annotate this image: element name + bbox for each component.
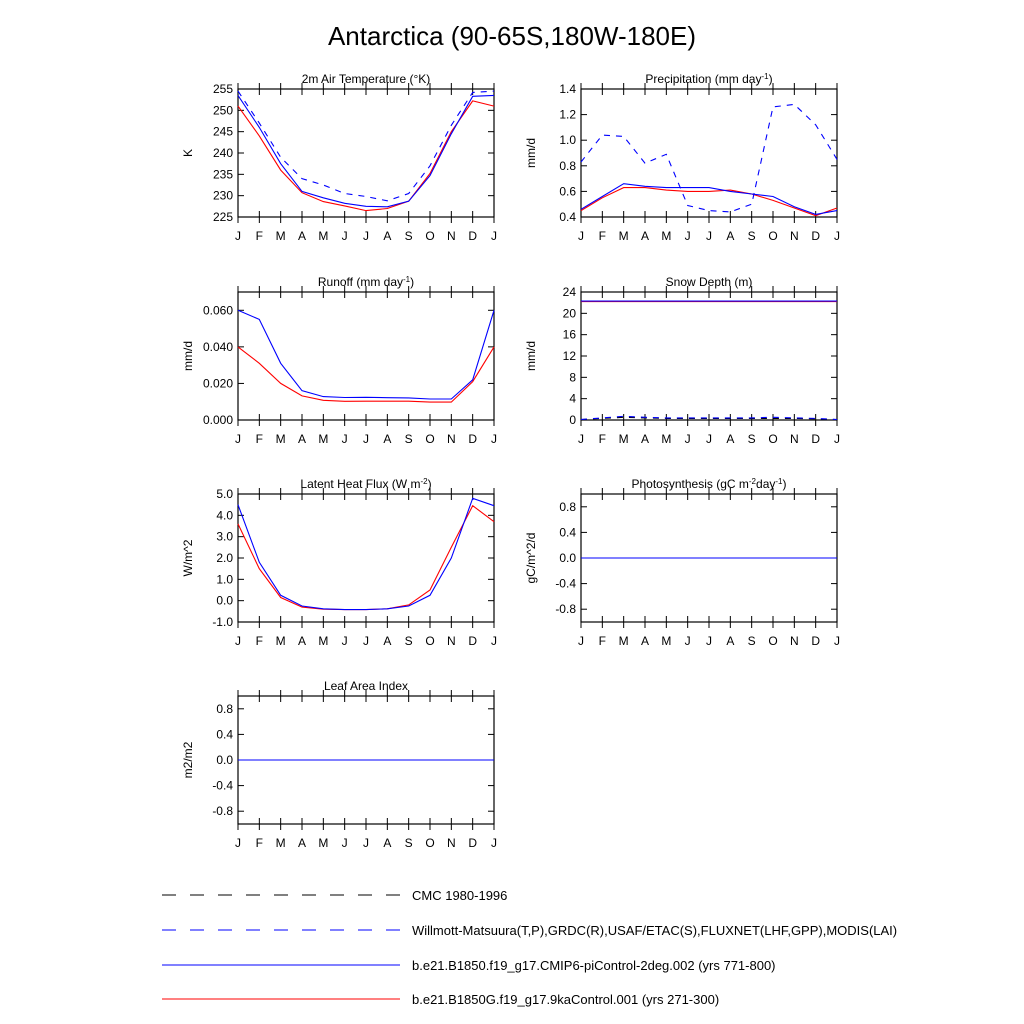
panel-7 <box>181 679 497 850</box>
series-line-blue-dash <box>238 91 494 201</box>
y-tick-label: -1.0 <box>212 615 233 629</box>
y-axis-label: W/m^2 <box>181 539 195 577</box>
x-tick-label: O <box>425 836 435 850</box>
x-tick-label: N <box>446 634 456 648</box>
x-tick-label: M <box>618 432 629 446</box>
x-tick-label: S <box>404 229 413 243</box>
x-tick-label: J <box>684 432 691 446</box>
x-tick-label: J <box>491 634 497 648</box>
y-tick-label: 0.000 <box>202 413 233 427</box>
y-tick-label: 0.6 <box>559 184 576 199</box>
x-tick-label: J <box>491 229 497 243</box>
y-tick-label: -0.4 <box>212 778 233 793</box>
x-tick-label: D <box>811 634 821 648</box>
x-tick-label: F <box>255 634 264 648</box>
x-tick-label: J <box>363 229 369 243</box>
panel-3 <box>181 275 497 447</box>
panels <box>181 72 840 851</box>
x-tick-label: A <box>297 634 307 648</box>
y-tick-label: 3.0 <box>216 529 233 544</box>
y-tick-label: 2.0 <box>216 551 233 565</box>
y-axis-label: mm/d <box>524 341 538 371</box>
x-tick-label: J <box>491 432 497 446</box>
x-tick-label: J <box>578 229 584 243</box>
y-tick-label: 0.4 <box>559 525 576 540</box>
x-tick-label: J <box>341 634 348 648</box>
panel-title: Snow Depth (m) <box>665 275 753 289</box>
legend-item <box>162 958 776 973</box>
x-tick-label: S <box>747 229 756 243</box>
x-tick-label: J <box>684 229 691 243</box>
x-tick-label: A <box>297 432 307 446</box>
y-axis-label: K <box>181 148 195 158</box>
x-tick-label: M <box>318 432 329 446</box>
x-tick-label: O <box>425 229 435 243</box>
x-tick-label: D <box>468 229 478 243</box>
x-tick-label: M <box>661 229 672 243</box>
x-tick-label: J <box>363 634 369 648</box>
y-tick-label: 1.4 <box>559 82 576 96</box>
x-tick-label: A <box>640 432 650 446</box>
x-tick-label: O <box>768 229 778 243</box>
y-tick-label: 0.8 <box>559 158 576 173</box>
x-tick-label: J <box>341 432 348 446</box>
y-tick-label: 1.2 <box>559 107 576 122</box>
x-tick-label: J <box>706 432 712 446</box>
x-tick-label: J <box>834 432 840 446</box>
y-tick-label: 5.0 <box>216 487 233 501</box>
x-tick-label: S <box>404 432 413 446</box>
plot-frame <box>238 494 494 622</box>
panel-title: Photosynthesis (gC $m^{-2}day^{-1}$) <box>631 476 787 491</box>
x-tick-label: J <box>341 836 348 850</box>
x-tick-label: J <box>706 229 712 243</box>
y-tick-label: 250 <box>212 103 233 118</box>
x-tick-label: J <box>341 229 348 243</box>
panel-title: Runoff (mm day$^{-1}$) <box>317 274 415 289</box>
panel-6 <box>524 477 840 649</box>
x-tick-label: J <box>235 836 241 850</box>
x-tick-label: A <box>726 432 735 446</box>
x-tick-label: A <box>383 432 392 446</box>
x-tick-label: J <box>834 634 840 648</box>
x-tick-label: M <box>618 634 629 648</box>
y-tick-label: 1.0 <box>216 572 233 587</box>
panel-4 <box>524 275 840 446</box>
panel-title: 2m Air Temperature (°K) <box>301 72 431 86</box>
y-tick-label: 225 <box>212 210 233 224</box>
x-tick-label: J <box>578 432 584 446</box>
y-tick-label: -0.8 <box>555 602 576 617</box>
x-tick-label: J <box>235 634 241 648</box>
x-tick-label: D <box>468 836 478 850</box>
series-line-blue <box>238 310 494 399</box>
y-axis-label: m2/m2 <box>181 741 195 779</box>
y-tick-label: 245 <box>212 124 233 139</box>
y-tick-label: 8 <box>569 370 576 385</box>
x-tick-label: O <box>768 634 778 648</box>
x-tick-label: A <box>297 836 307 850</box>
x-tick-label: N <box>446 836 456 850</box>
panel-title: Leaf Area Index <box>323 679 409 693</box>
x-tick-label: O <box>425 432 435 446</box>
y-tick-label: 0.0 <box>559 551 576 565</box>
y-tick-label: 0.8 <box>559 499 576 514</box>
x-tick-label: M <box>318 836 329 850</box>
x-tick-label: M <box>661 432 672 446</box>
y-tick-label: 4.0 <box>216 508 233 523</box>
panel-title: Latent Heat Flux (W $m^{-2}$) <box>300 476 432 491</box>
x-tick-label: D <box>811 229 821 243</box>
y-axis-label: mm/d <box>524 138 538 168</box>
panel-title: Precipitation (mm day$^{-1}$) <box>645 71 773 86</box>
x-tick-label: A <box>726 229 735 243</box>
y-tick-label: 0 <box>569 413 576 427</box>
figure-title: Antarctica (90-65S,180W-180E) <box>327 21 697 51</box>
x-tick-label: J <box>363 432 369 446</box>
x-tick-label: A <box>383 229 392 243</box>
legend-item <box>162 992 719 1007</box>
x-tick-label: M <box>275 432 286 446</box>
x-tick-label: N <box>789 634 799 648</box>
x-tick-label: J <box>834 229 840 243</box>
x-tick-label: J <box>235 229 241 243</box>
x-tick-label: N <box>789 432 799 446</box>
x-tick-label: S <box>747 432 756 446</box>
y-tick-label: 16 <box>562 327 576 342</box>
x-tick-label: F <box>598 432 607 446</box>
y-tick-label: -0.8 <box>212 804 233 819</box>
legend <box>162 888 897 1007</box>
series-line-blue-dash <box>581 104 837 211</box>
x-tick-label: D <box>468 432 478 446</box>
y-tick-label: 12 <box>562 349 576 363</box>
x-tick-label: J <box>363 836 369 850</box>
panel-1 <box>181 72 497 243</box>
x-tick-label: S <box>404 836 413 850</box>
x-tick-label: N <box>789 229 799 243</box>
legend-label: Willmott-Matsuura(T,P),GRDC(R),USAF/ETAC(S),FLUXNET(LHF,GPP),MODIS(LAI) <box>412 923 898 938</box>
x-tick-label: A <box>640 634 650 648</box>
x-tick-label: O <box>425 634 435 648</box>
y-tick-label: 230 <box>212 188 233 203</box>
y-tick-label: 0.4 <box>559 210 576 224</box>
y-tick-label: 24 <box>562 285 576 299</box>
legend-item <box>162 888 507 903</box>
panel-2 <box>524 72 840 244</box>
series-line-blue <box>238 498 494 609</box>
y-tick-label: 0.060 <box>202 303 233 318</box>
x-tick-label: F <box>598 634 607 648</box>
x-tick-label: M <box>275 634 286 648</box>
x-tick-label: D <box>468 634 478 648</box>
x-tick-label: M <box>275 836 286 850</box>
x-tick-label: M <box>275 229 286 243</box>
x-tick-label: O <box>768 432 778 446</box>
plot-frame <box>238 89 494 217</box>
series-line-red <box>238 506 494 610</box>
y-tick-label: 0.0 <box>216 593 233 608</box>
x-tick-label: F <box>255 836 264 850</box>
x-tick-label: A <box>297 229 307 243</box>
x-tick-label: N <box>446 432 456 446</box>
x-tick-label: S <box>404 634 413 648</box>
y-tick-label: 255 <box>212 82 233 96</box>
y-tick-label: 240 <box>212 146 233 160</box>
y-tick-label: 0.040 <box>202 339 233 354</box>
x-tick-label: J <box>684 634 691 648</box>
x-tick-label: A <box>726 634 735 648</box>
y-axis-label: mm/d <box>181 341 195 371</box>
y-tick-label: -0.4 <box>555 576 576 591</box>
x-tick-label: J <box>706 634 712 648</box>
x-tick-label: F <box>255 229 264 243</box>
x-tick-label: M <box>318 229 329 243</box>
x-tick-label: A <box>383 836 392 850</box>
y-tick-label: 0.4 <box>216 727 233 742</box>
panel-5 <box>181 477 497 649</box>
y-tick-label: 235 <box>212 167 233 182</box>
legend-label: b.e21.B1850.f19_g17.CMIP6-piControl-2deg.002 (yrs 771-800) <box>412 958 776 973</box>
x-tick-label: M <box>618 229 629 243</box>
x-tick-label: J <box>491 836 497 850</box>
series-line-blue <box>238 95 494 206</box>
x-tick-label: A <box>383 634 392 648</box>
y-tick-label: 0.8 <box>216 701 233 716</box>
legend-label: b.e21.B1850G.f19_g17.9kaControl.001 (yrs 271-300) <box>412 992 720 1007</box>
x-tick-label: S <box>747 634 756 648</box>
x-tick-label: F <box>255 432 264 446</box>
y-tick-label: 0.020 <box>202 376 233 391</box>
plot-frame <box>581 292 837 420</box>
x-tick-label: J <box>578 634 584 648</box>
x-tick-label: M <box>318 634 329 648</box>
y-tick-label: 4 <box>569 391 576 406</box>
x-tick-label: J <box>235 432 241 446</box>
legend-item <box>162 923 897 938</box>
legend-label: CMC 1980-1996 <box>412 888 508 903</box>
y-tick-label: 20 <box>562 306 576 321</box>
x-tick-label: N <box>446 229 456 243</box>
x-tick-label: A <box>640 229 650 243</box>
y-tick-label: 0.0 <box>216 753 233 767</box>
x-tick-label: M <box>661 634 672 648</box>
x-tick-label: D <box>811 432 821 446</box>
y-tick-label: 1.0 <box>559 133 576 148</box>
x-tick-label: F <box>598 229 607 243</box>
y-axis-label: gC/m^2/d <box>524 532 538 584</box>
